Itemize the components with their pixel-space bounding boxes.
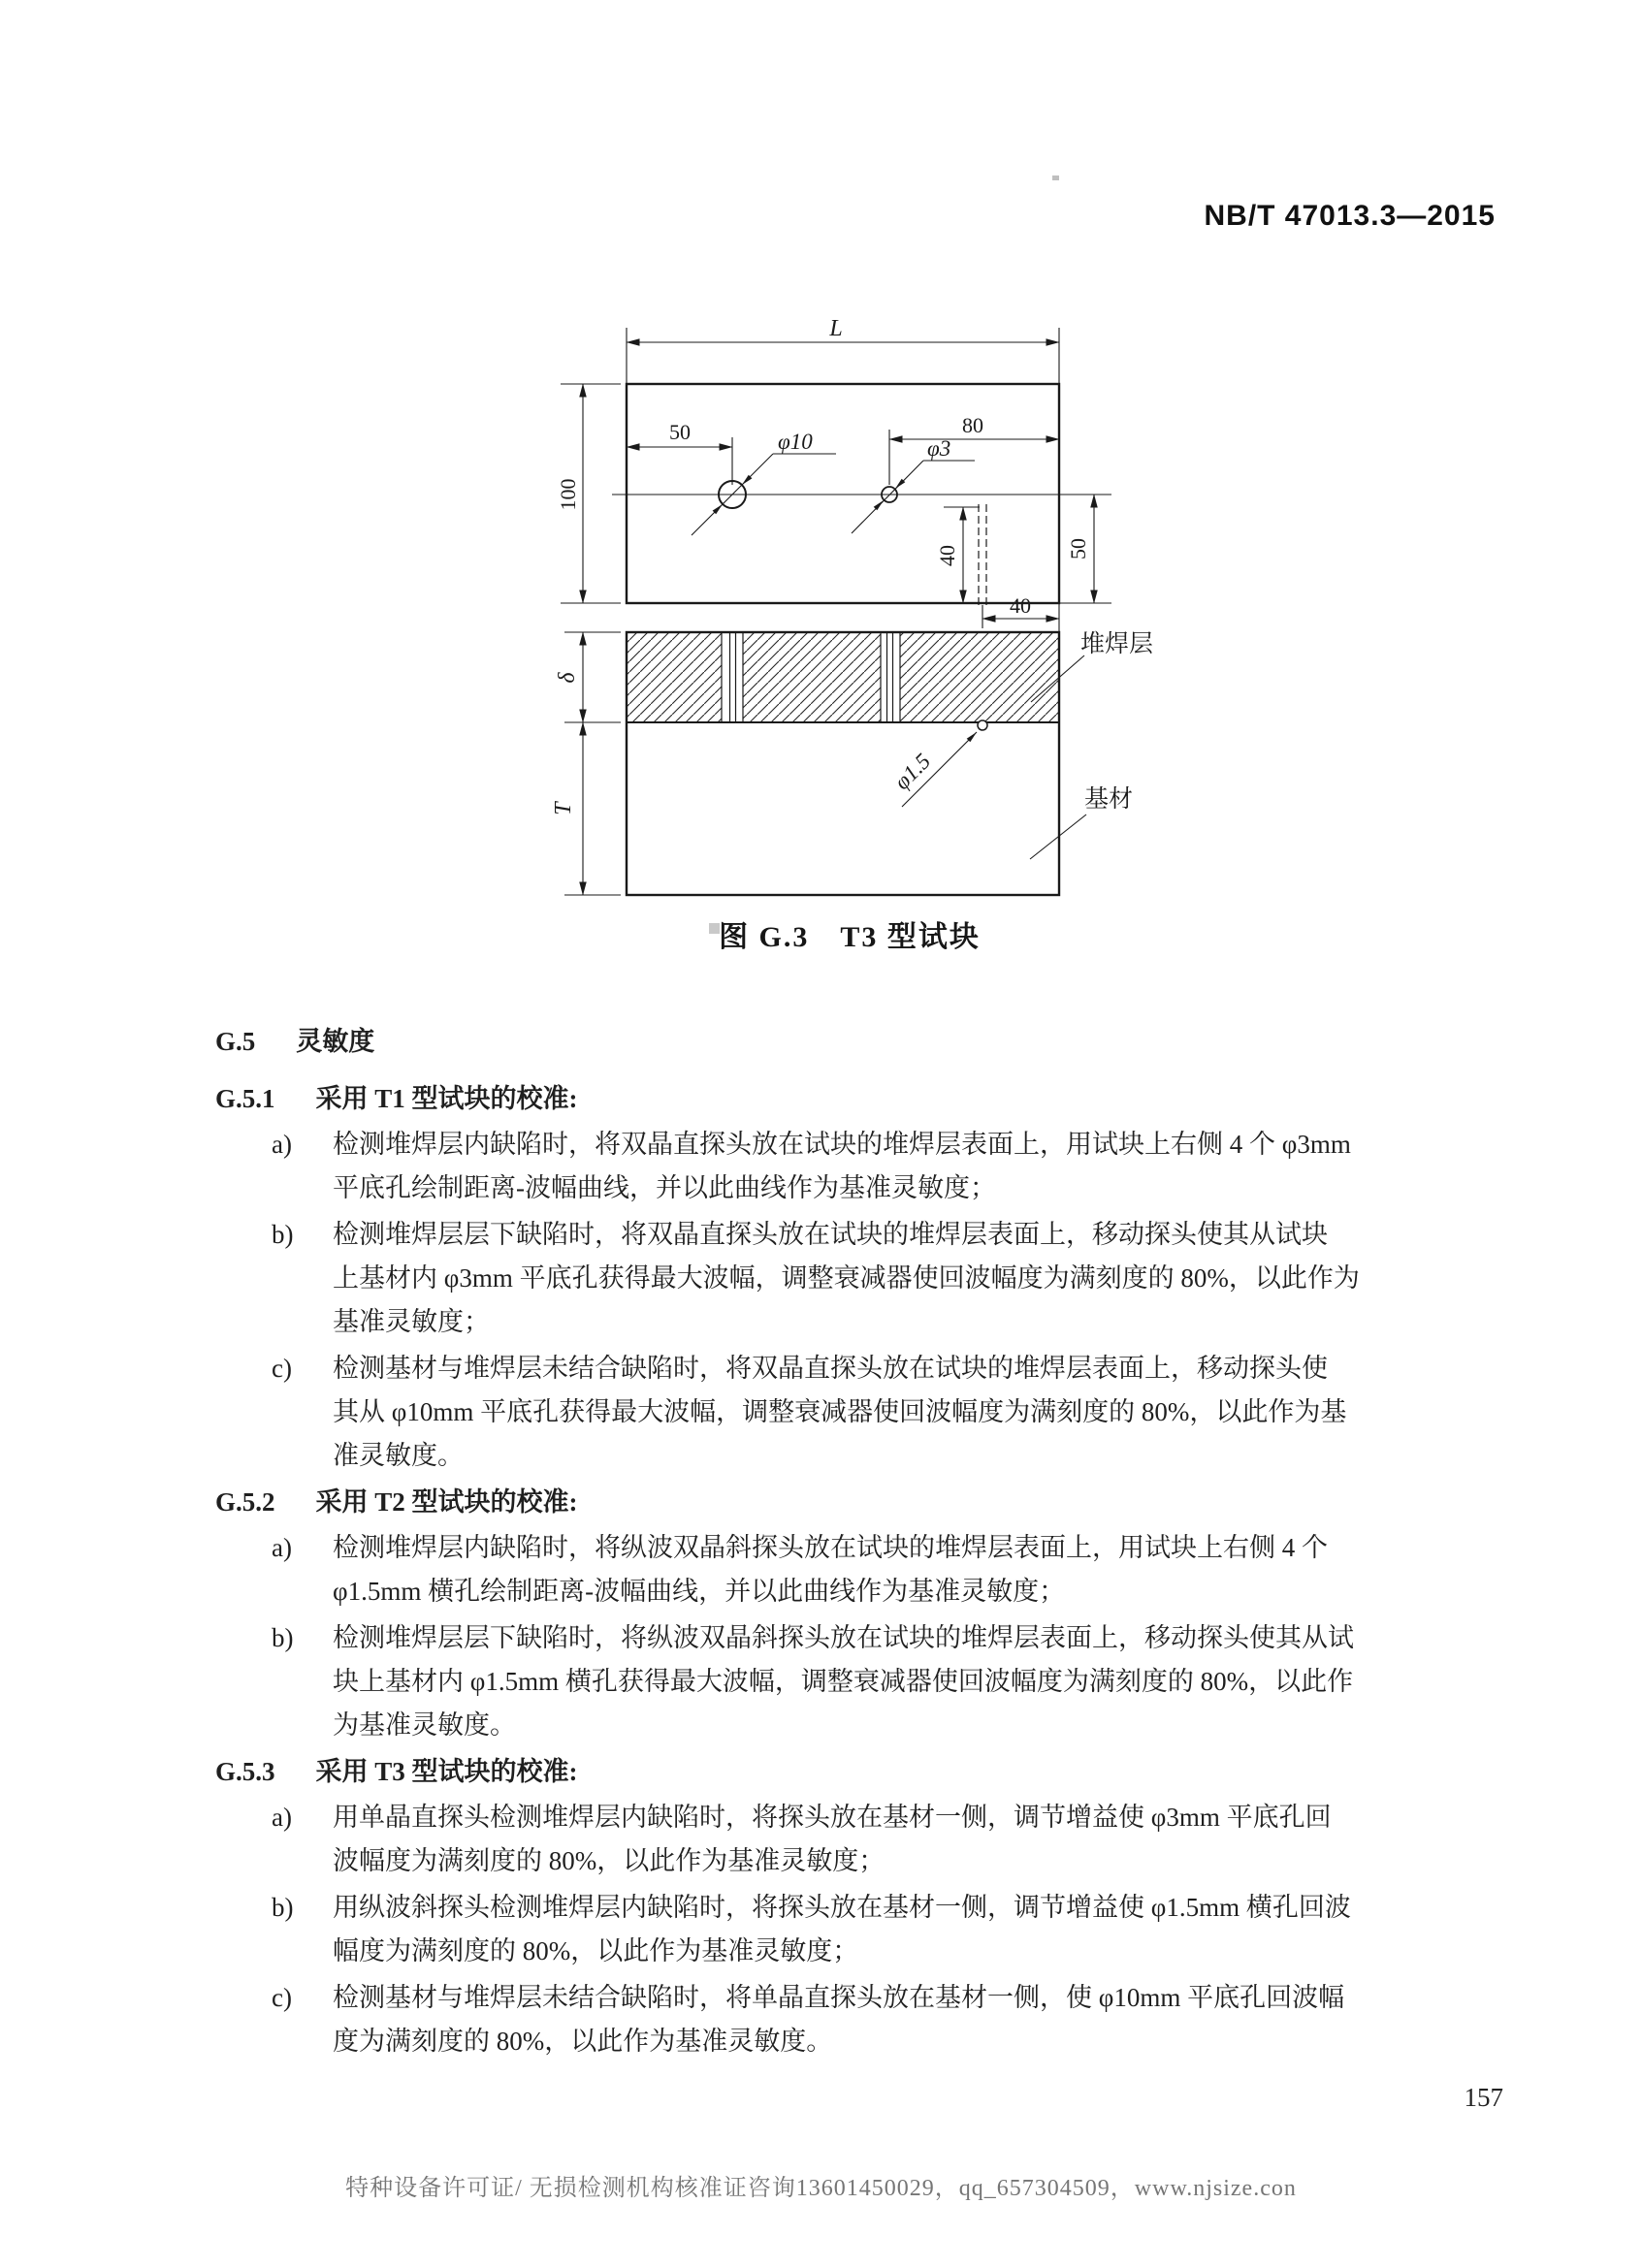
dimension-labels bbox=[551, 316, 1153, 815]
figure-t3-test-block bbox=[524, 301, 1203, 921]
section-number: G.5.3 bbox=[215, 1757, 275, 1786]
standard-number-header: NB/T 47013.3—2015 bbox=[1204, 200, 1496, 232]
item-marker: a) bbox=[272, 1130, 292, 1159]
body-text bbox=[215, 1020, 1525, 2066]
dim-40-bottom: 40 bbox=[1010, 593, 1031, 618]
text-line: 上基材内 φ3mm 平底孔获得最大波幅，调整衰减器使回波幅度为满刻度的 80%，以此作为 bbox=[333, 1263, 1360, 1293]
item-marker: a) bbox=[272, 1533, 292, 1562]
item-marker: b) bbox=[272, 1220, 294, 1249]
text-line: 用纵波斜探头检测堆焊层内缺陷时，将探头放在基材一侧，调节增益使 φ1.5mm 横孔回波 bbox=[333, 1893, 1351, 1922]
dim-40-inner: 40 bbox=[935, 545, 959, 566]
section-number: G.5.2 bbox=[215, 1487, 275, 1517]
list-item-g51-b bbox=[272, 1213, 1525, 1344]
section-number: G.5 bbox=[215, 1027, 256, 1056]
phi10-label: φ10 bbox=[778, 430, 813, 454]
list-item-g51-a bbox=[272, 1123, 1525, 1210]
list-item-g53-c bbox=[272, 1976, 1525, 2063]
list-item-g51-c bbox=[272, 1347, 1525, 1478]
section-heading-g51 bbox=[215, 1077, 1525, 1121]
scan-artifact bbox=[1052, 176, 1059, 180]
plan-view bbox=[561, 328, 1111, 632]
text-line: 检测堆焊层层下缺陷时，将纵波双晶斜探头放在试块的堆焊层表面上，移动探头使其从试 bbox=[333, 1623, 1354, 1652]
section-title: 灵敏度 bbox=[296, 1027, 375, 1056]
dim-T: T bbox=[551, 802, 576, 815]
text-line: 为基准灵敏度。 bbox=[333, 1710, 516, 1740]
text-line: 用单晶直探头检测堆焊层内缺陷时，将探头放在基材一侧，调节增益使 φ3mm 平底孔回 bbox=[333, 1803, 1332, 1832]
item-marker: c) bbox=[272, 1983, 292, 2012]
section-heading-g53 bbox=[215, 1750, 1525, 1794]
text-line: 波幅度为满刻度的 80%，以此作为基准灵敏度； bbox=[333, 1846, 885, 1875]
figure-caption: 图 G.3 T3 型试块 bbox=[719, 921, 981, 953]
list-item-g52-b bbox=[272, 1616, 1525, 1747]
item-marker: b) bbox=[272, 1893, 294, 1922]
dim-delta: δ bbox=[555, 672, 580, 684]
text-line: 其从 φ10mm 平底孔获得最大波幅，调整衰减器使回波幅度为满刻度的 80%，以此作为基 bbox=[333, 1397, 1347, 1426]
dim-100: 100 bbox=[556, 478, 580, 511]
page-number: 157 bbox=[1464, 2083, 1503, 2112]
text-line: 幅度为满刻度的 80%，以此作为基准灵敏度； bbox=[333, 1936, 859, 1965]
section-title: 采用 T3 型试块的校准: bbox=[315, 1757, 578, 1786]
section-title: 采用 T2 型试块的校准: bbox=[315, 1487, 578, 1517]
text-line: 准灵敏度。 bbox=[333, 1441, 464, 1470]
phi15-hole bbox=[978, 720, 987, 730]
item-marker: a) bbox=[272, 1803, 292, 1832]
item-marker: c) bbox=[272, 1354, 292, 1383]
hidden-hole-lines bbox=[979, 504, 986, 605]
dim-L: L bbox=[829, 316, 843, 341]
section-number: G.5.1 bbox=[215, 1084, 275, 1113]
text-line: 块上基材内 φ1.5mm 横孔获得最大波幅，调整衰减器使回波幅度为满刻度的 80%，以此作 bbox=[333, 1667, 1354, 1696]
section-heading-g5 bbox=[215, 1020, 1525, 1064]
overlay-layer-label: 堆焊层 bbox=[1080, 631, 1154, 657]
item-marker: b) bbox=[272, 1623, 294, 1652]
phi15-label: φ1.5 bbox=[889, 749, 936, 795]
engineering-drawing bbox=[524, 301, 1203, 921]
watermark-footer: 特种设备许可证/ 无损检测机构核准证咨询13601450029，qq_657304509，www.njsize.con bbox=[345, 2176, 1297, 2201]
section-heading-g52 bbox=[215, 1481, 1525, 1524]
list-item-g53-a bbox=[272, 1796, 1525, 1883]
text-line: 基准灵敏度； bbox=[333, 1307, 490, 1336]
text-line: 检测基材与堆焊层未结合缺陷时，将单晶直探头放在基材一侧，使 φ10mm 平底孔回波幅 bbox=[333, 1983, 1345, 2012]
text-line: 检测堆焊层层下缺陷时，将双晶直探头放在试块的堆焊层表面上，移动探头使其从试块 bbox=[333, 1220, 1328, 1249]
dim-50-left: 50 bbox=[669, 420, 691, 444]
dim-50-right: 50 bbox=[1066, 538, 1090, 559]
overlay-hatch bbox=[628, 633, 1058, 721]
list-item-g52-a bbox=[272, 1526, 1525, 1613]
text-line: 检测堆焊层内缺陷时，将双晶直探头放在试块的堆焊层表面上，用试块上右侧 4 个 φ3mm bbox=[333, 1130, 1351, 1159]
text-line: 检测堆焊层内缺陷时，将纵波双晶斜探头放在试块的堆焊层表面上，用试块上右侧 4 个 bbox=[333, 1533, 1328, 1562]
phi3-label: φ3 bbox=[927, 436, 951, 461]
text-line: 检测基材与堆焊层未结合缺陷时，将双晶直探头放在试块的堆焊层表面上，移动探头使 bbox=[333, 1354, 1328, 1383]
base-material-label: 基材 bbox=[1084, 786, 1134, 813]
dim-80: 80 bbox=[962, 413, 983, 437]
section-view bbox=[564, 632, 1086, 895]
text-line: φ1.5mm 横孔绘制距离-波幅曲线，并以此曲线作为基准灵敏度； bbox=[333, 1577, 1066, 1606]
text-line: 平底孔绘制距离-波幅曲线，并以此曲线作为基准灵敏度； bbox=[333, 1173, 996, 1202]
list-item-g53-b bbox=[272, 1886, 1525, 1973]
text-line: 度为满刻度的 80%，以此作为基准灵敏度。 bbox=[333, 2027, 833, 2056]
section-title: 采用 T1 型试块的校准: bbox=[315, 1084, 578, 1113]
